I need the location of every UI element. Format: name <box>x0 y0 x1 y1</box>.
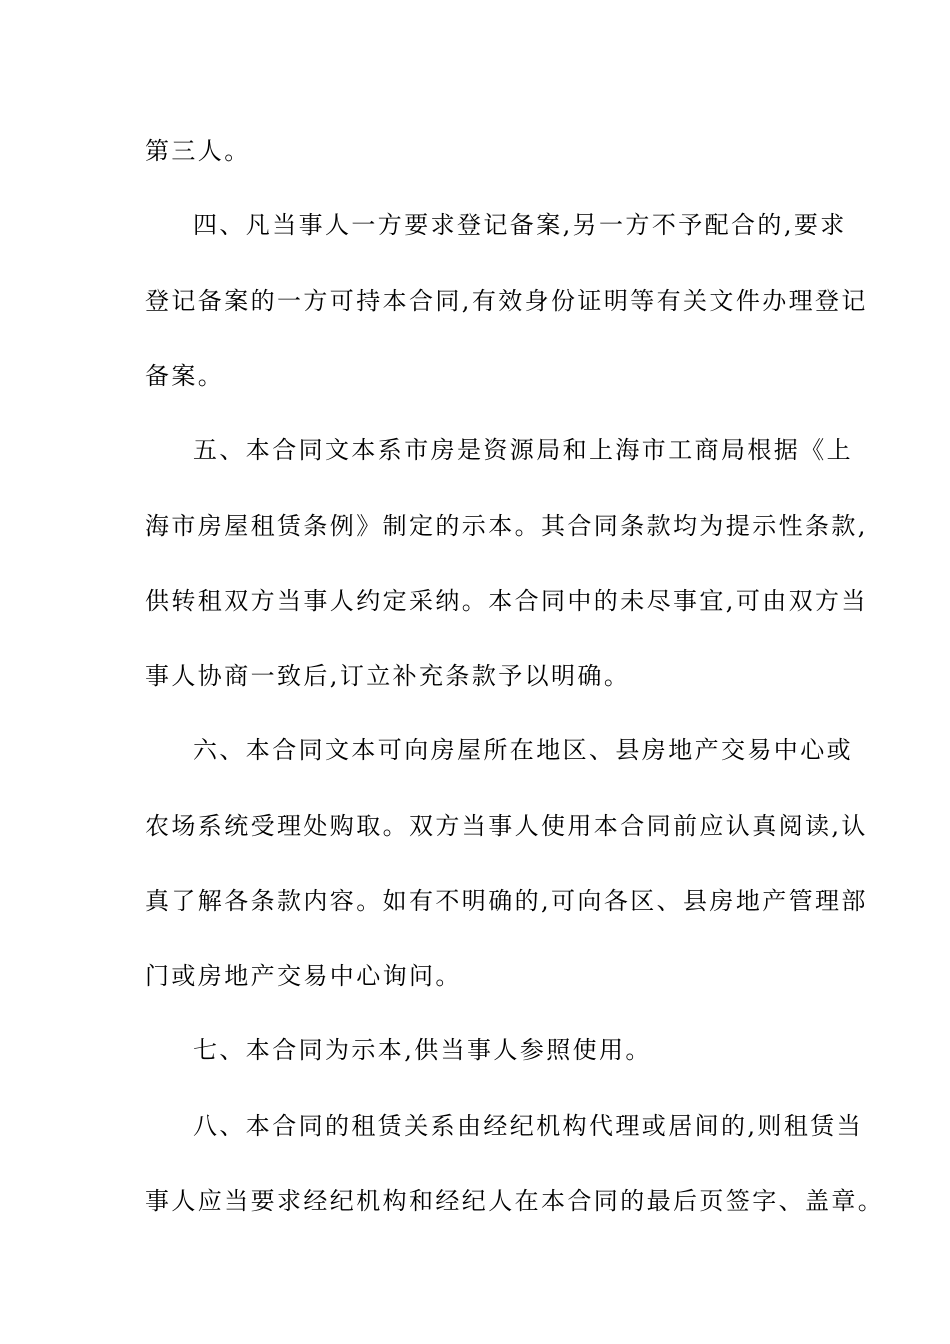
clause-5-line-2: 海市房屋租赁条例》制定的示本。其合同条款均为提示性条款, <box>145 512 868 540</box>
clause-5-line-4: 事人协商一致后,订立补充条款予以明确。 <box>145 662 631 690</box>
clause-6-line-4: 门或房地产交易中心询问。 <box>145 962 462 990</box>
clause-4-line-2: 登记备案的一方可持本合同,有效身份证明等有关文件办理登记 <box>145 287 868 315</box>
clause-5-line-1: 五、本合同文本系市房是资源局和上海市工商局根据《上 <box>193 436 853 464</box>
text-line-1: 第三人。 <box>145 137 251 165</box>
clause-5-line-3: 供转租双方当事人约定采纳。本合同中的未尽事宜,可由双方当 <box>145 587 868 615</box>
clause-4-line-3: 备案。 <box>145 362 225 390</box>
clause-7-line-1: 七、本合同为示本,供当事人参照使用。 <box>193 1036 652 1064</box>
clause-8-line-1: 八、本合同的租赁关系由经纪机构代理或居间的,则租赁当 <box>193 1112 864 1140</box>
clause-6-line-3: 真了解各条款内容。如有不明确的,可向各区、县房地产管理部 <box>145 887 868 915</box>
clause-6-line-2: 农场系统受理处购取。双方当事人使用本合同前应认真阅读,认 <box>145 812 868 840</box>
clause-6-line-1: 六、本合同文本可向房屋所在地区、县房地产交易中心或 <box>193 736 853 764</box>
clause-4-line-1: 四、凡当事人一方要求登记备案,另一方不予配合的,要求 <box>193 211 847 239</box>
clause-8-line-2: 事人应当要求经纪机构和经纪人在本合同的最后页签字、盖章。 <box>145 1187 885 1215</box>
